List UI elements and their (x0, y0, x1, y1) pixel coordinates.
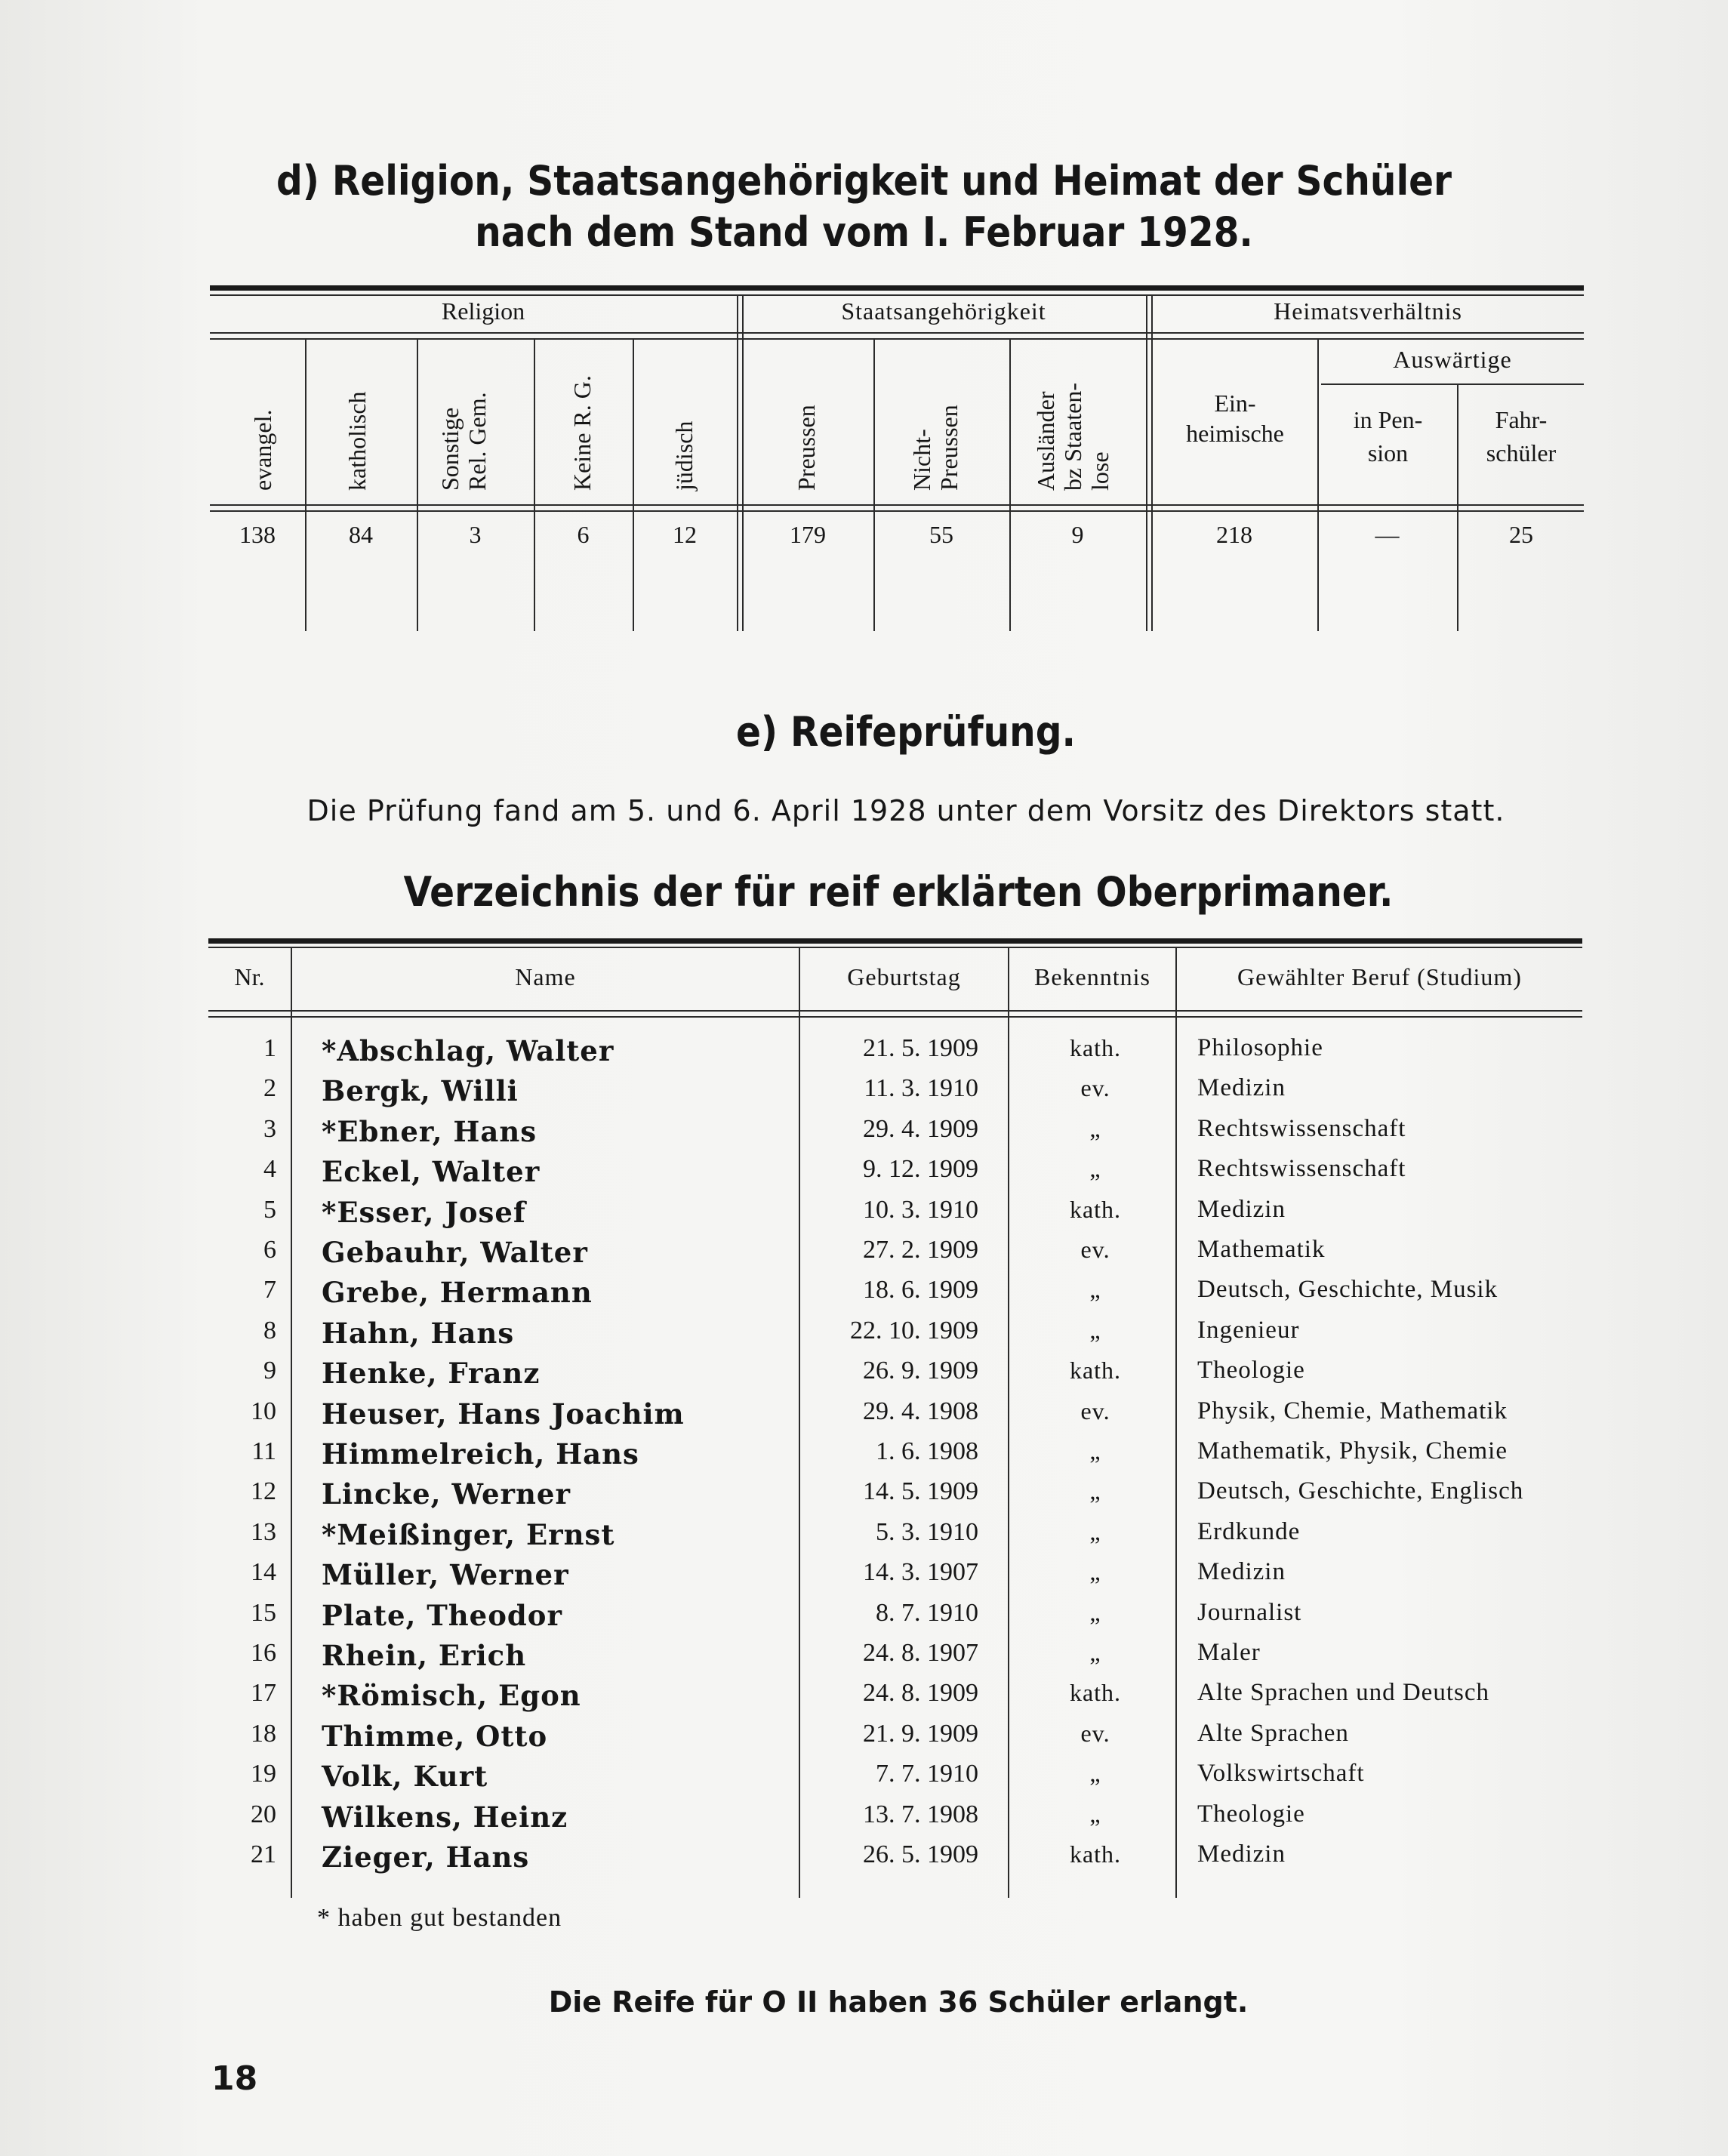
col-pension-line1: in Pen- (1353, 406, 1423, 433)
col-evangel: evangel. (249, 409, 276, 491)
row-name: Bergk, Willi (322, 1074, 519, 1108)
row-career: Maler (1197, 1639, 1261, 1666)
col-pension-line2: sion (1367, 439, 1409, 467)
table-row (208, 1155, 1643, 1195)
row-confession: „ (1089, 1639, 1101, 1666)
row-name: Plate, Theodor (322, 1598, 562, 1632)
row-confession: „ (1089, 1760, 1101, 1788)
row-confession: „ (1089, 1437, 1101, 1465)
row-career: Journalist (1197, 1598, 1302, 1626)
row-name: Rhein, Erich (322, 1639, 527, 1672)
group-religion: Religion (441, 297, 525, 325)
group-divider (1151, 296, 1153, 631)
row-career: Rechtswissenschaft (1197, 1155, 1406, 1183)
footnote: * haben gut bestanden (317, 1904, 562, 1932)
row-birthday: 10. 3. 1910 (863, 1195, 978, 1224)
section-e-title: e) Reifeprüfung. (735, 708, 1077, 756)
table-row (208, 1679, 1643, 1719)
group-nationality: Staatsangehörigkeit (841, 297, 1046, 325)
table-row (208, 1437, 1643, 1477)
row-confession: kath. (1069, 1679, 1122, 1707)
row-name: Müller, Werner (322, 1558, 569, 1592)
row-name: Gebauhr, Walter (322, 1236, 588, 1269)
row-nr: 20 (251, 1800, 276, 1828)
row-confession: „ (1089, 1598, 1101, 1626)
row-confession: „ (1089, 1114, 1101, 1142)
col-sonstige-line1: Sonstige (436, 407, 464, 491)
group-outside: Auswärtige (1393, 346, 1512, 373)
header-nr: Nr. (234, 963, 265, 990)
row-name: Lincke, Werner (322, 1477, 571, 1511)
row-birthday: 26. 9. 1909 (863, 1357, 978, 1385)
row-name: *Römisch, Egon (322, 1679, 581, 1713)
row-birthday: 14. 3. 1907 (863, 1558, 978, 1587)
value-keine: 6 (577, 521, 590, 548)
row-birthday: 29. 4. 1909 (863, 1114, 978, 1143)
col-divider (873, 338, 875, 631)
row-nr: 15 (251, 1598, 276, 1627)
row-career: Alte Sprachen (1197, 1719, 1349, 1747)
table-top-rule (210, 285, 1584, 291)
row-nr: 9 (263, 1357, 276, 1385)
value-fahrschueler: 25 (1509, 521, 1533, 548)
header-birthday: Geburtstag (847, 963, 961, 990)
auswaertige-rule (1321, 383, 1584, 385)
row-career: Volkswirtschaft (1197, 1760, 1365, 1788)
col-divider (1009, 338, 1011, 631)
column-header-rule-2 (210, 510, 1584, 512)
row-career: Philosophie (1197, 1034, 1323, 1061)
row-nr: 3 (263, 1114, 276, 1143)
row-birthday: 9. 12. 1909 (863, 1155, 978, 1184)
row-confession: kath. (1069, 1195, 1122, 1223)
table-row (208, 1518, 1643, 1558)
col-preussen: Preussen (793, 405, 820, 491)
row-nr: 14 (251, 1558, 276, 1587)
row-confession: ev. (1080, 1236, 1110, 1263)
group-divider (1146, 296, 1147, 631)
row-name: *Ebner, Hans (322, 1114, 537, 1148)
row-career: Medizin (1197, 1195, 1286, 1223)
row-birthday: 5. 3. 1910 (876, 1517, 978, 1546)
row-nr: 11 (251, 1437, 276, 1465)
row-confession: „ (1089, 1800, 1101, 1828)
row-confession: „ (1089, 1276, 1101, 1304)
row-birthday: 18. 6. 1909 (863, 1276, 978, 1304)
value-nicht-preussen: 55 (929, 521, 953, 548)
table-row (208, 1115, 1643, 1155)
col-divider (305, 338, 306, 631)
table-row (208, 1236, 1643, 1276)
table-top-thin-rule (210, 294, 1584, 296)
list-top-thin-rule (208, 947, 1582, 948)
col-juedisch: jüdisch (670, 420, 698, 491)
group-divider (737, 296, 738, 631)
table-row (208, 1800, 1643, 1840)
row-career: Theologie (1197, 1357, 1305, 1384)
row-career: Rechtswissenschaft (1197, 1114, 1406, 1142)
row-birthday: 7. 7. 1910 (876, 1760, 978, 1788)
row-career: Erdkunde (1197, 1517, 1301, 1545)
section-d-title-line1: d) Religion, Staatsangehörigkeit und Heimat der Schüler (276, 157, 1452, 205)
row-nr: 16 (251, 1639, 276, 1667)
group-divider (742, 296, 744, 631)
row-birthday: 27. 2. 1909 (863, 1236, 978, 1264)
row-birthday: 24. 8. 1909 (863, 1679, 978, 1708)
col-divider (417, 338, 418, 631)
row-name: *Meißinger, Ernst (322, 1517, 615, 1551)
col-sonstige-line2: Rel. Gem. (464, 392, 491, 491)
row-name: Zieger, Hans (322, 1840, 530, 1874)
group-header-rule (210, 332, 1584, 334)
row-confession: kath. (1069, 1357, 1122, 1384)
col-divider (633, 338, 634, 631)
col-divider (1317, 338, 1319, 631)
row-nr: 12 (251, 1477, 276, 1506)
row-nr: 17 (251, 1679, 276, 1708)
row-birthday: 22. 10. 1909 (850, 1316, 978, 1344)
group-header-rule-2 (210, 338, 1584, 340)
table-row (208, 1034, 1643, 1074)
list-top-rule (208, 938, 1582, 944)
table-row (208, 1720, 1643, 1760)
value-einheimische: 218 (1216, 521, 1252, 548)
col-keine: Keine R. G. (568, 375, 596, 491)
row-nr: 7 (263, 1276, 276, 1304)
row-birthday: 26. 5. 1909 (863, 1840, 978, 1868)
header-name: Name (515, 963, 576, 990)
row-name: Eckel, Walter (322, 1155, 541, 1189)
value-juedisch: 12 (673, 521, 697, 548)
row-name: Wilkens, Heinz (322, 1800, 568, 1834)
table-row (208, 1477, 1643, 1517)
row-confession: ev. (1080, 1719, 1110, 1747)
page-number: 18 (211, 2059, 258, 2098)
row-name: Volk, Kurt (322, 1760, 488, 1794)
graduates-list-title: Verzeichnis der für reif erklärten Oberprimaner. (403, 868, 1394, 916)
row-career: Medizin (1197, 1558, 1286, 1586)
row-nr: 21 (251, 1840, 276, 1868)
row-confession: „ (1089, 1155, 1101, 1183)
row-career: Physik, Chemie, Mathematik (1197, 1397, 1508, 1424)
row-career: Theologie (1197, 1800, 1305, 1828)
col-einheimische-line2: heimische (1186, 420, 1284, 447)
row-career: Mathematik (1197, 1236, 1326, 1263)
col-fahr-line2: schüler (1486, 439, 1557, 467)
row-confession: „ (1089, 1558, 1101, 1586)
row-nr: 18 (251, 1719, 276, 1748)
table-row (208, 1397, 1643, 1437)
list-header-rule (208, 1010, 1582, 1012)
row-nr: 13 (251, 1517, 276, 1546)
col-auslaender-line3: lose (1086, 451, 1113, 491)
row-name: *Esser, Josef (322, 1195, 526, 1229)
row-confession: kath. (1069, 1034, 1122, 1061)
row-career: Deutsch, Geschichte, Musik (1197, 1276, 1499, 1304)
col-auslaender-line1: Ausländer (1032, 391, 1059, 491)
list-header-rule-2 (208, 1016, 1582, 1018)
row-birthday: 21. 9. 1909 (863, 1719, 978, 1748)
value-preussen: 179 (790, 521, 826, 548)
row-name: Thimme, Otto (322, 1719, 548, 1753)
row-name: Henke, Franz (322, 1357, 541, 1391)
table-row (208, 1074, 1643, 1114)
table-row (208, 1760, 1643, 1800)
row-career: Deutsch, Geschichte, Englisch (1197, 1477, 1524, 1505)
value-pension: — (1375, 521, 1400, 548)
header-confession: Bekenntnis (1034, 963, 1150, 990)
value-evangel: 138 (239, 521, 276, 548)
row-career: Medizin (1197, 1074, 1286, 1102)
row-name: Himmelreich, Hans (322, 1437, 639, 1471)
col-katholisch: katholisch (343, 391, 371, 491)
row-nr: 1 (263, 1034, 276, 1062)
row-confession: ev. (1080, 1397, 1110, 1424)
row-confession: „ (1089, 1517, 1101, 1545)
row-birthday: 11. 3. 1910 (864, 1074, 978, 1103)
header-career: Gewählter Beruf (Studium) (1237, 963, 1522, 990)
row-confession: ev. (1080, 1074, 1110, 1102)
row-nr: 19 (251, 1760, 276, 1788)
group-home: Heimatsverhältnis (1274, 297, 1462, 325)
row-nr: 8 (263, 1316, 276, 1344)
table-row (208, 1840, 1643, 1880)
row-career: Medizin (1197, 1840, 1286, 1868)
row-confession: „ (1089, 1477, 1101, 1505)
table-row (208, 1599, 1643, 1639)
row-name: *Abschlag, Walter (322, 1034, 615, 1067)
row-birthday: 13. 7. 1908 (863, 1800, 978, 1828)
col-fahr-line1: Fahr- (1495, 406, 1548, 433)
table-row (208, 1276, 1643, 1316)
row-birthday: 29. 4. 1908 (863, 1397, 978, 1425)
row-career: Ingenieur (1197, 1316, 1300, 1344)
row-nr: 4 (263, 1155, 276, 1184)
col-einheimische-line1: Ein- (1214, 390, 1256, 417)
col-auslaender-line2: bz Staaten- (1059, 382, 1086, 491)
row-name: Heuser, Hans Joachim (322, 1397, 685, 1431)
col-divider (534, 338, 535, 631)
col-nicht-line1: Nicht- (908, 429, 935, 491)
row-nr: 2 (263, 1074, 276, 1103)
table-row (208, 1357, 1643, 1397)
row-nr: 6 (263, 1236, 276, 1264)
column-header-rule (210, 504, 1584, 506)
row-birthday: 14. 5. 1909 (863, 1477, 978, 1506)
row-career: Alte Sprachen und Deutsch (1197, 1679, 1489, 1707)
value-katholisch: 84 (349, 521, 373, 548)
row-birthday: 24. 8. 1907 (863, 1639, 978, 1667)
table-row (208, 1639, 1643, 1679)
table-row (208, 1196, 1643, 1236)
col-nicht-line2: Preussen (935, 405, 963, 491)
row-name: Hahn, Hans (322, 1316, 515, 1350)
value-auslaender: 9 (1071, 521, 1084, 548)
closing-statement: Die Reife für O II haben 36 Schüler erlangt. (548, 1985, 1249, 2019)
row-name: Grebe, Hermann (322, 1276, 593, 1310)
row-confession: kath. (1069, 1840, 1122, 1868)
table-row (208, 1558, 1643, 1598)
row-birthday: 1. 6. 1908 (876, 1437, 978, 1465)
row-birthday: 8. 7. 1910 (876, 1598, 978, 1627)
table-row (208, 1317, 1643, 1357)
exam-note: Die Prüfung fand am 5. und 6. April 1928 unter dem Vorsitz des Direktors statt. (306, 794, 1505, 827)
row-nr: 10 (251, 1397, 276, 1425)
row-career: Mathematik, Physik, Chemie (1197, 1437, 1508, 1465)
row-confession: „ (1089, 1316, 1101, 1344)
value-sonstige: 3 (469, 521, 482, 548)
row-nr: 5 (263, 1195, 276, 1224)
section-d-title-line2: nach dem Stand vom I. Februar 1928. (475, 208, 1253, 256)
row-birthday: 21. 5. 1909 (863, 1034, 978, 1062)
